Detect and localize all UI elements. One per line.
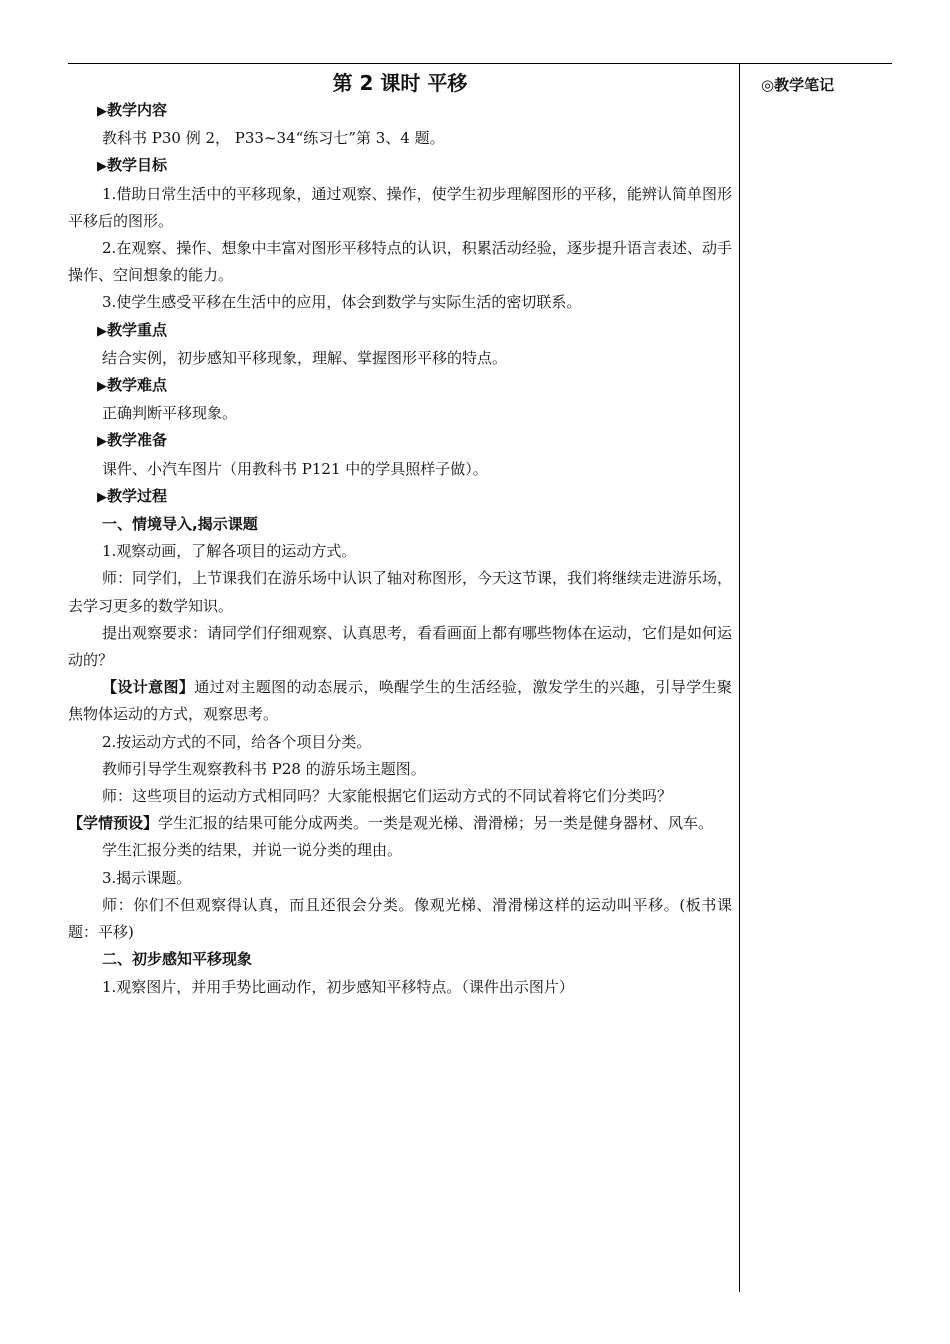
- preparation-text: 课件、小汽车图片（用教科书 P121 中的学具照样子做）。: [102, 459, 488, 478]
- process-paragraph: 3.揭示课题。: [102, 868, 192, 887]
- section-heading-key-points: ▶教学重点: [97, 320, 168, 339]
- triangle-icon: ▶: [97, 104, 107, 119]
- key-points-text: 结合实例，初步感知平移现象，理解、掌握图形平移的特点。: [102, 348, 508, 367]
- triangle-icon: ▶: [97, 379, 107, 395]
- student-preview-paragraph: [68, 810, 732, 837]
- notes-column-divider: [739, 64, 740, 1292]
- section-heading-preparation: ▶教学准备: [97, 431, 168, 450]
- triangle-icon: ▶: [97, 434, 107, 450]
- difficulties-text: 正确判断平移现象。: [102, 404, 238, 423]
- triangle-icon: ▶: [97, 489, 107, 505]
- student-preview-text: 学生汇报的结果可能分成两类。一类是观光梯、滑滑梯；另一类是健身器材、风车。: [158, 814, 714, 833]
- section-heading-difficulties: ▶教学难点: [97, 376, 168, 395]
- lesson-body: [68, 97, 732, 1001]
- process-paragraph: 2.按运动方式的不同，给各个项目分类。: [102, 732, 372, 751]
- top-rule: [68, 63, 892, 64]
- design-intent-paragraph: [68, 674, 732, 728]
- design-intent-text: 通过对主题图的动态展示，唤醒学生的生活经验，激发学生的兴趣，引导学生聚焦物体运动的方式，观察思考。: [68, 678, 732, 724]
- process-paragraph: 师：你们不但观察得认真，而且还很会分类。像观光梯、滑滑梯这样的运动叫平移。(板书课题：平移): [68, 895, 732, 942]
- process-paragraph: 提出观察要求：请同学们仔细观察、认真思考，看看画面上都有哪些物体在运动，它们是如何运动的？: [68, 623, 733, 670]
- triangle-icon: ▶: [97, 159, 107, 175]
- process-paragraph: 教师引导学生观察教科书 P28 的游乐场主题图。: [102, 759, 426, 778]
- goal-item: 1.借助日常生活中的平移现象，通过观察、操作，使学生初步理解图形的平移，能辨认简单图形平移后的图形。: [68, 184, 732, 230]
- goal-item: 2.在观察、操作、想象中丰富对图形平移特点的认识，积累活动经验，逐步提升语言表述、动手操作、空间想象的能力。: [68, 239, 732, 285]
- section-heading-process: ▶教学过程: [97, 486, 168, 505]
- content-text: 教科书 P30 例 2， P33~34“练习七”第 3、4 题。: [102, 129, 445, 148]
- section-heading-content: ▶教学内容: [97, 101, 168, 119]
- process-paragraph: 师：同学们，上节课我们在游乐场中认识了轴对称图形，今天这节课，我们将继续走进游乐场，去学习更多的数学知识。: [68, 569, 733, 615]
- design-intent-label: 【设计意图】: [102, 678, 195, 697]
- goal-item: 3.使学生感受平移在生活中的应用，体会到数学与实际生活的密切联系。: [102, 293, 582, 312]
- process-paragraph: 1.观察动画，了解各项目的运动方式。: [102, 542, 357, 561]
- process-part2-heading: 二、初步感知平移现象: [102, 950, 253, 969]
- section-heading-goals: ▶教学目标: [97, 156, 168, 175]
- process-paragraph: 1.观察图片，并用手势比画动作，初步感知平移特点。（课件出示图片）: [102, 977, 574, 996]
- process-part1-heading: 一、情境导入,揭示课题: [102, 515, 258, 534]
- student-preview-label: 【学情预设】: [68, 814, 159, 833]
- page-title: 第 2 课时 平移: [332, 71, 468, 95]
- notes-header: ◎教学笔记: [761, 76, 835, 94]
- triangle-icon: ▶: [97, 323, 107, 339]
- process-paragraph: 学生汇报分类的结果，并说一说分类的理由。: [102, 841, 403, 860]
- process-paragraph: 师：这些项目的运动方式相同吗？大家能根据它们运动方式的不同试着将它们分类吗？: [102, 787, 673, 806]
